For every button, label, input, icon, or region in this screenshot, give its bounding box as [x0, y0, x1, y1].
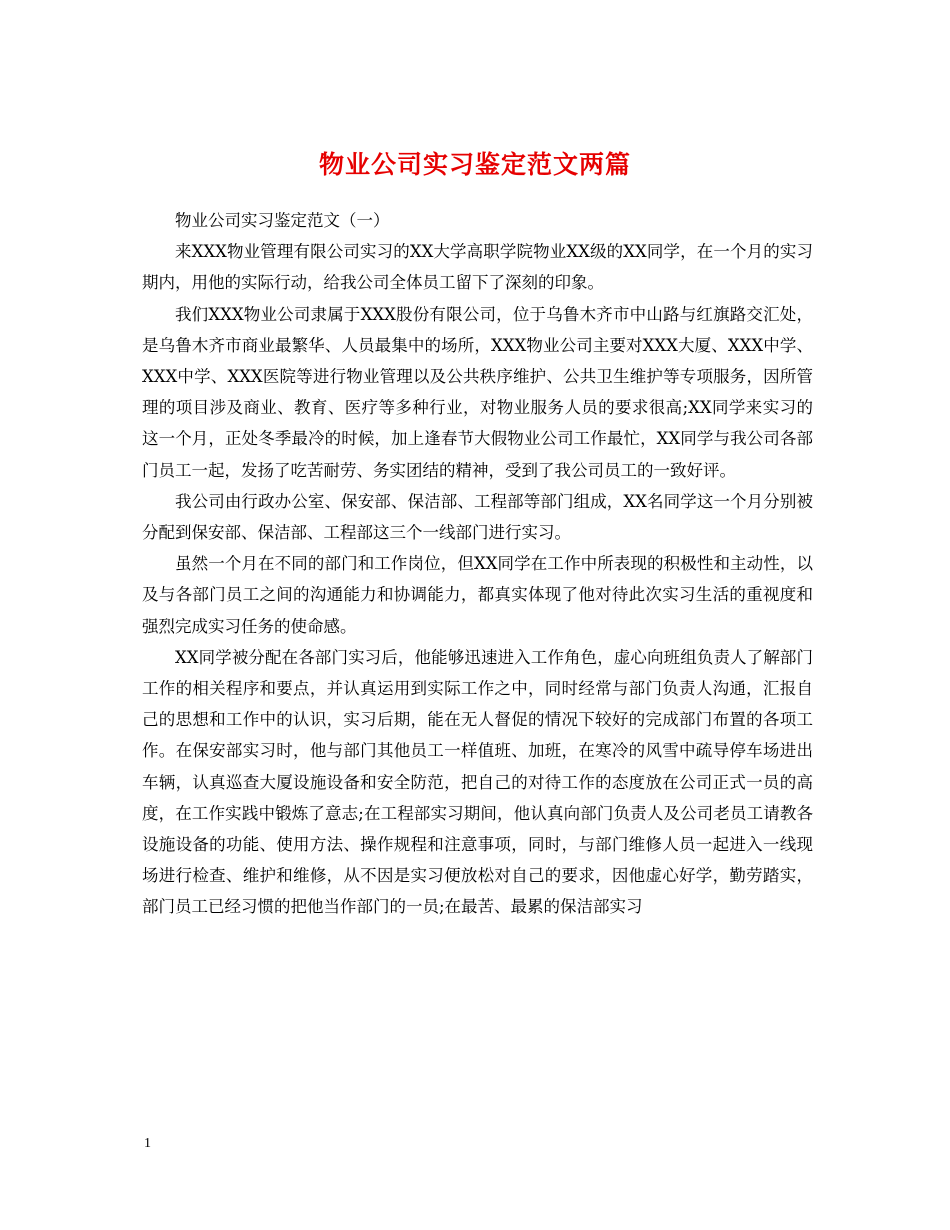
body-paragraph: 虽然一个月在不同的部门和工作岗位，但XX同学在工作中所表现的积极性和主动性，以及与各部门员工之间的沟通能力和协调能力，都真实体现了他对待此次实习生活的重视度和强烈完成实习任务的使命感。 — [142, 554, 813, 636]
page-number: 1 — [144, 1136, 151, 1151]
page-title: 物业公司实习鉴定范文两篇 — [318, 149, 631, 179]
body-paragraph: 我们XXX物业公司隶属于XXX股份有限公司，位于乌鲁木齐市中山路与红旗路交汇处，是乌鲁木齐市商业最繁华、人员最集中的场所，XXX物业公司主要对XXX大厦、XXX中学、XXX中学、XXX医院等进行物业管理以及公共秩序维护、公共卫生维护等专项服务，因所管理的项目涉及商业、教育、医疗等多种行业，对物业服务人员的要求很高;XX同学来实习的这一个月，正处冬季最冷的时候，加上逢春节大假物业公司工作最忙，XX同学与我公司各部门员工一起，发扬了吃苦耐劳、务实团结的精神，受到了我公司员工的一致好评。 — [142, 304, 813, 480]
section-heading: 物业公司实习鉴定范文（一） — [175, 211, 390, 230]
body-paragraph: 来XXX物业管理有限公司实习的XX大学高职学院物业XX级的XX同学，在一个月的实习期内，用他的实际行动，给我公司全体员工留下了深刻的印象。 — [142, 242, 813, 293]
body-paragraph: XX同学被分配在各部门实习后，他能够迅速进入工作角色，虚心向班组负责人了解部门工作的相关程序和要点，并认真运用到实际工作之中，同时经常与部门负责人沟通，汇报自己的思想和工作中的认识，实习后期，能在无人督促的情况下较好的完成部门布置的各项工作。在保安部实习时，他与部门其他员工一样值班、加班，在寒冷的风雪中疏导停车场进出车辆，认真巡查大厦设施设备和安全防范，把自己的对待工作的态度放在公司正式一员的高度，在工作实践中锻炼了意志;在工程部实习期间，他认真向部门负责人及公司老员工请教各设施设备的功能、使用方法、操作规程和注意事项，同时，与部门维修人员一起进入一线现场进行检查、维护和维修，从不因是实习便放松对自己的要求，因他虚心好学，勤劳踏实，部门员工已经习惯的把他当作部门的一员;在最苦、最累的保洁部实习 — [142, 647, 813, 917]
body-paragraph: 我公司由行政办公室、保安部、保洁部、工程部等部门组成，XX名同学这一个月分别被分配到保安部、保洁部、工程部这三个一线部门进行实习。 — [142, 491, 813, 543]
document-body — [142, 205, 813, 923]
